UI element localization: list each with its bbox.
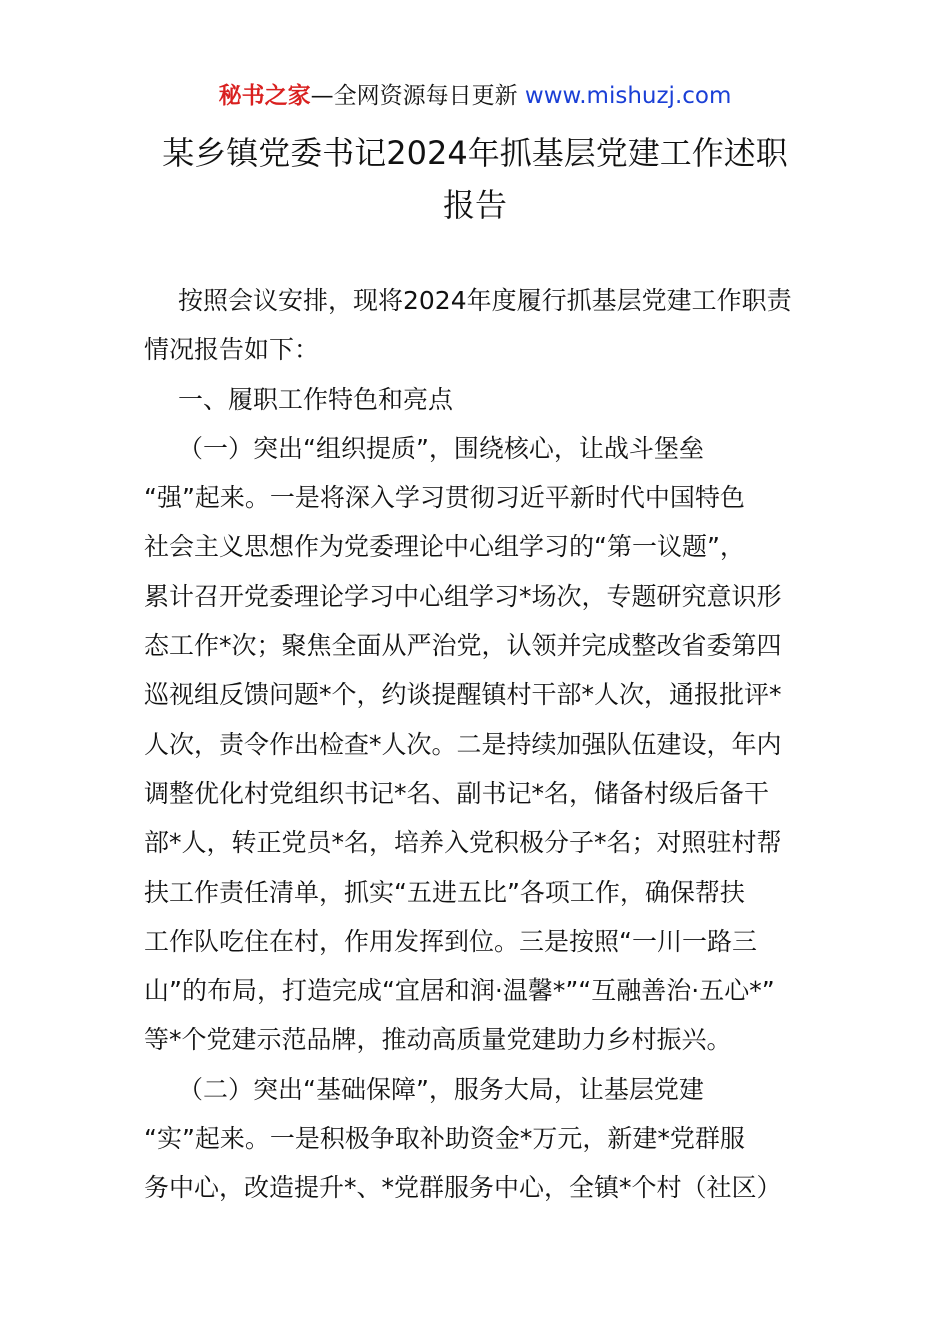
subsection-heading: （一）突出“组织提质”，围绕核心，让战斗堡垒 xyxy=(178,433,704,463)
site-banner xyxy=(0,80,950,112)
body-line: 调整优化村党组织书记*名、副书记*名，储备村级后备干 xyxy=(144,778,770,808)
title-line: 报告 xyxy=(442,186,507,224)
body-line: “强”起来。一是将深入学习贯彻习近平新时代中国特色 xyxy=(144,483,745,513)
body-line: 工作队吃住在村，作用发挥到位。三是按照“一川一路三 xyxy=(144,926,757,956)
body-line: 按照会议安排，现将2024年度履行抓基层党建工作职责 xyxy=(178,286,792,315)
body-line: 扶工作责任清单，抓实“五进五比”各项工作，确保帮扶 xyxy=(144,877,745,907)
site-brand: 秘书之家 xyxy=(218,83,311,109)
section-heading: 一、履职工作特色和亮点 xyxy=(178,384,454,414)
body-line: 累计召开党委理论学习中心组学习*场次，专题研究意识形 xyxy=(144,581,782,611)
body-line: 部*人，转正党员*名，培养入党积极分子*名；对照驻村帮 xyxy=(144,828,782,858)
body-line: “实”起来。一是积极争取补助资金*万元，新建*党群服 xyxy=(144,1124,745,1154)
body-line: 等*个党建示范品牌，推动高质量党建助力乡村振兴。 xyxy=(144,1025,732,1055)
site-tagline: —全网资源每日更新 xyxy=(310,83,518,109)
body-line: 巡视组反馈问题*个，约谈提醒镇村干部*人次，通报批评* xyxy=(144,680,782,710)
body-line: 人次，责令作出检查*人次。二是持续加强队伍建设，年内 xyxy=(144,729,782,759)
body-line: 山”的布局，打造完成“宜居和润·温馨*”“互融善治·五心*” xyxy=(144,976,775,1006)
body-line: 务中心，改造提升*、*党群服务中心，全镇*个村（社区） xyxy=(144,1173,782,1203)
document-body xyxy=(144,276,814,1213)
title-line: 某乡镇党委书记2024年抓基层党建工作述职 xyxy=(162,134,788,172)
subsection-heading: （二）突出“基础保障”，服务大局，让基层党建 xyxy=(178,1074,704,1104)
document-title xyxy=(100,127,850,231)
body-line: 社会主义思想作为党委理论中心组学习的“第一议题”， xyxy=(144,532,745,562)
site-url[interactable]: www.mishuzj.com xyxy=(524,83,732,109)
body-line: 情况报告如下： xyxy=(144,335,320,365)
body-line: 态工作*次；聚焦全面从严治党，认领并完成整改省委第四 xyxy=(144,631,782,661)
